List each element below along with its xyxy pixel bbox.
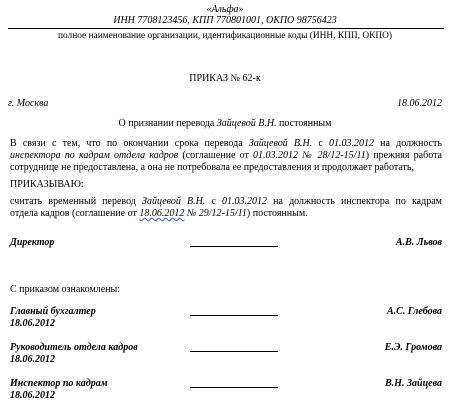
signer-position: Главный бухгалтер	[10, 306, 96, 317]
order-date: 18.06.2012	[397, 98, 442, 109]
signer-signature-line	[190, 351, 278, 352]
transfer-date: 01.03.2012	[222, 196, 268, 207]
header-divider	[8, 28, 444, 29]
preamble-line-2	[10, 150, 442, 162]
subject-suffix: постоянным	[276, 118, 332, 129]
signer-date: 18.06.2012	[10, 318, 55, 329]
preamble-text: В связи с тем, что по окончании срока перевода	[10, 138, 249, 149]
order-word: ПРИКАЗЫВАЮ:	[10, 179, 84, 190]
signer-signature-line	[190, 387, 278, 388]
signer-position: Инспектор по кадрам	[10, 378, 108, 389]
preamble-text: ) прежняя работа	[365, 150, 442, 161]
directive-line-1	[10, 196, 442, 208]
subject-name: Зайцевой В.Н.	[216, 118, 277, 129]
subject-prefix: О признании перевода	[118, 118, 217, 129]
director-title: Директор	[10, 237, 55, 248]
preamble-text: с	[312, 138, 329, 149]
employee-position: инспектора по кадрам отдела кадров	[10, 150, 179, 161]
order-subject	[0, 118, 450, 130]
agreement-ref: 01.03.2012 № 28/12-15/11	[253, 150, 366, 161]
signer-signature-line	[190, 315, 278, 316]
signer-name: А.С. Глебова	[386, 306, 442, 317]
org-name: «Альфа»	[206, 4, 244, 15]
director-name: А.В. Львов	[395, 237, 442, 248]
directive-text: ) постоянным.	[246, 208, 308, 219]
signer-position: Руководитель отдела кадров	[10, 342, 138, 353]
org-caption: полное наименование организации, идентификационные коды (ИНН, КПП, ОКПО)	[57, 31, 393, 41]
agreement-date: 18.06.2012	[139, 208, 185, 219]
directive-text: отдела кадров (соглашение от	[10, 208, 140, 219]
preamble-line-1	[10, 138, 442, 150]
directive-text: на должность инспектора по кадрам	[267, 196, 442, 207]
agreement-number: № 29/12-15/11	[184, 208, 247, 219]
order-city: г. Москва	[8, 98, 49, 109]
signer-name: Е.Э. Громова	[384, 342, 442, 353]
employee-name: Зайцевой В.Н.	[142, 196, 206, 207]
directive-text: с	[205, 196, 223, 207]
signer-date: 18.06.2012	[10, 390, 55, 401]
preamble-text: (соглашение от	[178, 150, 254, 161]
transfer-date: 01.03.2012	[329, 138, 374, 149]
org-codes: ИНН 7708123456, КПП 770801001, ОКПО 98756423	[113, 15, 337, 26]
preamble-line-3: сотруднице не предоставлена, а она не потребовала ее предоставления и продолжает работать,	[10, 162, 414, 173]
signer-date: 18.06.2012	[10, 354, 55, 365]
directive-line-2	[10, 208, 308, 220]
directive-text: считать временный перевод	[10, 196, 142, 207]
director-signature-line	[190, 246, 278, 247]
preamble-text: на должность	[374, 138, 442, 149]
acquainted-heading: С приказом ознакомлены:	[10, 284, 121, 295]
order-title: ПРИКАЗ № 62-к	[189, 73, 261, 84]
signer-name: В.Н. Зайцева	[385, 378, 442, 389]
employee-name: Зайцевой В.Н.	[248, 138, 313, 149]
